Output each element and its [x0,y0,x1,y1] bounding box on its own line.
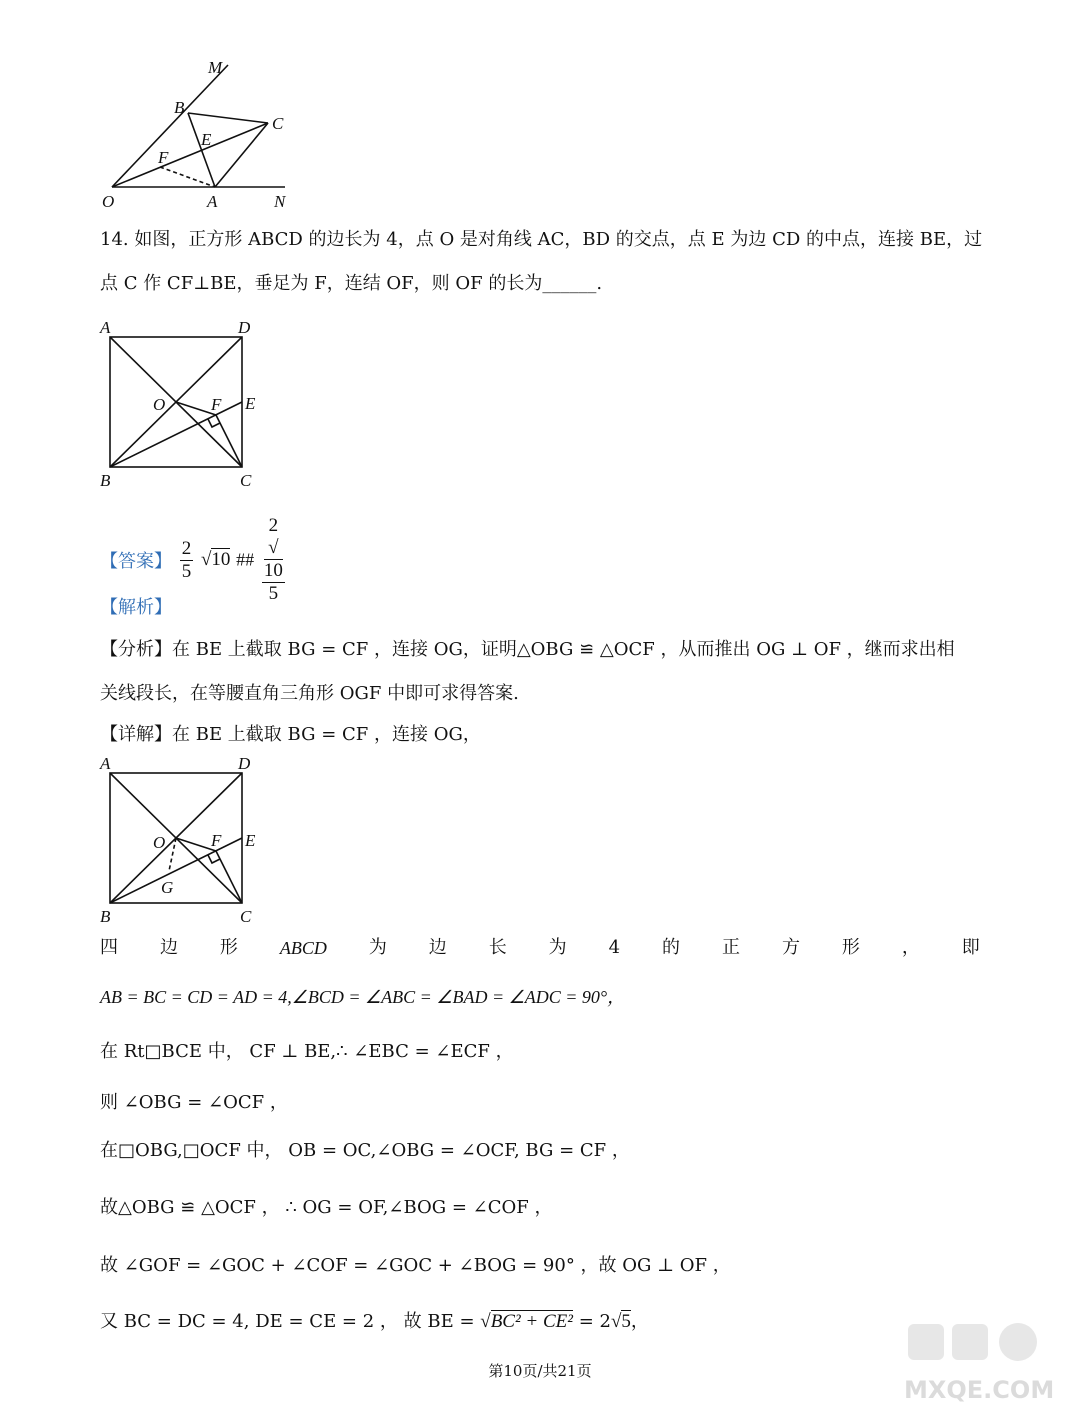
fig13-label-A: A [207,192,218,211]
solution-line-7: 故 ∠GOF = ∠GOC + ∠COF = ∠GOC + ∠BOG = 90° ，故 OG ⊥ OF ， [100,1255,731,1276]
word: 边 [159,937,178,958]
word: 长 [488,937,507,958]
solution-line-8-a: 又 BC = DC = 4, DE = CE = 2 ， 故 BE = [100,1311,481,1332]
watermark-logo [900,1318,1060,1408]
word: 4 [608,937,621,958]
analysis-line-1: 【分析】在 BE 上截取 BG = CF ，连接 OG，证明△OBG ≌ △OCF ，从而推出 OG ⊥ OF ，继而求出相 [100,639,955,660]
fig13-label-N: N [274,192,286,211]
solution-line-5: 在□OBG,□OCF 中， OB = OC,∠OBG = ∠OCF, BG = CF ， [100,1140,630,1161]
fig15-label-C: C [240,907,252,926]
fig14-label-O: O [153,395,166,414]
word: 为 [368,937,387,958]
solution-line-1 [100,934,980,962]
answer-den-2: 5 [268,583,279,604]
figure-13 [100,55,310,215]
solution-line-3: 在 Rt□BCE 中， CF ⊥ BE,∴ ∠EBC = ∠ECF ， [100,1041,514,1062]
fig15-label-F: F [211,831,222,850]
fig13-label-M: M [208,58,223,77]
solution-line-4: 则 ∠OBG = ∠OCF ， [100,1092,288,1113]
answer-num-1: 2 [181,537,192,559]
word: ， [901,937,920,958]
fig14-label-A: A [100,318,111,337]
fig13-label-F: F [158,148,169,167]
word: 即 [961,937,980,958]
answer-line [100,515,287,605]
page-footer: 第10页/共21页 [488,1362,592,1380]
solution-line-8-b: = 2 [572,1311,611,1332]
analysis-line-2: 关线段长，在等腰直角三角形 OGF 中即可求得答案. [100,683,519,704]
solution-line-8 [100,1308,649,1336]
fig15-label-D: D [238,754,251,773]
answer-den-1: 5 [181,560,192,582]
fig13-label-B: B [174,98,185,117]
q14-line-2: 点 C 作 CF⊥BE，垂足为 F，连结 OF，则 OF 的长为______. [100,273,603,294]
figure-14 [95,315,275,495]
answer-tag: 【答案】 [100,551,172,572]
fig15-label-O: O [153,833,166,852]
fig15-label-E: E [245,831,256,850]
word: 方 [781,937,800,958]
answer-fraction-2 [262,515,285,605]
watermark-text: MXQE.COM [904,1376,1055,1404]
word: 形 [841,937,860,958]
fig14-label-D: D [238,318,251,337]
fig14-label-F: F [211,395,222,414]
fig14-label-B: B [100,471,111,490]
fig13-label-O: O [102,192,115,211]
answer-sqrt-1: √10 [200,549,231,570]
fig13-label-E: E [201,130,212,149]
answer-num-2: 2 √ 10 [263,515,283,581]
word: 的 [662,937,681,958]
word: 边 [428,937,447,958]
solution-line-8-c: ， [630,1311,649,1332]
word: 正 [721,937,740,958]
sqrt-be: √BC² + CE² [480,1311,573,1332]
answer-fraction-1 [180,538,194,583]
sqrt-5: √5 [610,1311,631,1332]
word: 四 [100,937,118,958]
answer-separator: ## [236,549,255,570]
detail-line-1: 【详解】在 BE 上截取 BG = CF ，连接 OG， [100,724,481,745]
figure-detail [95,753,275,933]
word: 为 [548,937,567,958]
fig15-label-B: B [100,907,111,926]
analysis-tag: 【解析】 [100,597,172,618]
fig15-label-G: G [161,878,174,897]
fig14-label-E: E [245,394,256,413]
fig14-label-C: C [240,471,252,490]
solution-line-6: 故△OBG ≌ △OCF ， ∴ OG = OF,∠BOG = ∠COF ， [100,1197,553,1218]
fig15-label-A: A [100,754,111,773]
fig13-label-C: C [272,114,284,133]
q14-line-1: 14. 如图，正方形 ABCD 的边长为 4，点 O 是对角线 AC，BD 的交点，点 E 为边 CD 的中点，连接 BE，过 [100,229,983,250]
word: ABCD [279,938,327,958]
solution-line-2: AB = BC = CD = AD = 4,∠BCD = ∠ABC = ∠BAD = ∠ADC = 90°， [100,987,626,1007]
word: 形 [219,937,238,958]
